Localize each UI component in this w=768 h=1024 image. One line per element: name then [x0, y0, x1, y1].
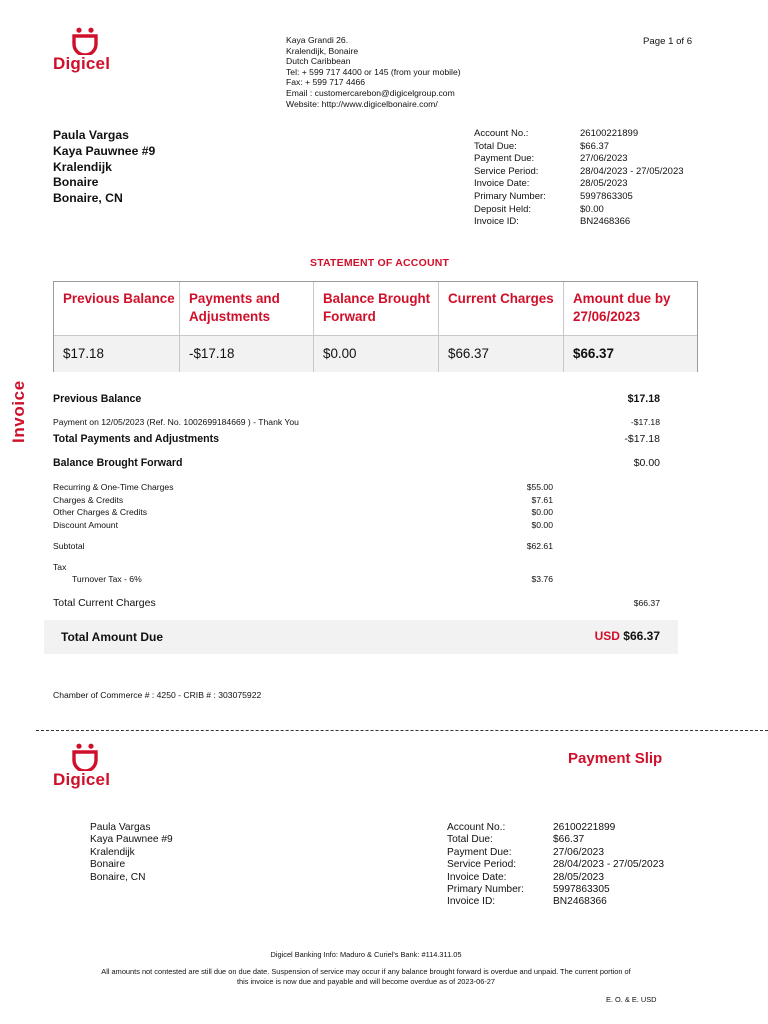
payment-value: -$17.18 — [630, 417, 660, 427]
customer-line: Kralendijk — [53, 159, 112, 174]
info-value: BN2468366 — [580, 216, 631, 228]
info-label: Invoice ID: — [474, 216, 519, 228]
slip-info-label: Invoice Date: — [447, 871, 507, 883]
charge-value: $0.00 — [531, 519, 553, 530]
info-label: Primary Number: — [474, 190, 546, 202]
brand-name: Digicel — [53, 54, 111, 73]
chamber-of-commerce: Chamber of Commerce # : 4250 - CRIB # : 303075922 — [53, 690, 262, 700]
slip-info-label: Total Due: — [447, 834, 493, 846]
notice-line-1: All amounts not contested are still due on due date. Suspension of service may occur if any balance brought forward is overdue and unpaid. The current portion of — [101, 967, 631, 976]
info-value: 28/04/2023 - 27/05/2023 — [580, 165, 684, 177]
slip-customer-line: Kaya Pauwnee #9 — [90, 834, 173, 846]
total-amount-due-bar — [44, 620, 678, 654]
slip-info-label: Primary Number: — [447, 884, 524, 896]
charges-values — [527, 481, 553, 531]
info-label: Invoice Date: — [474, 178, 530, 190]
statement-title: STATEMENT OF ACCOUNT — [310, 257, 450, 269]
previous-balance-label: Previous Balance — [53, 393, 142, 405]
banking-info: Digicel Banking Info: Maduro & Curiel's Bank: #114.311.05 — [270, 950, 462, 959]
summary-header-row — [54, 282, 697, 335]
invoice-side-label: Invoice — [9, 380, 28, 443]
total-payments-label: Total Payments and Adjustments — [53, 433, 219, 445]
summary-header-previous-balance: Previous Balance — [54, 282, 180, 335]
info-value: 26100221899 — [580, 128, 639, 139]
tax-label: Tax — [53, 562, 67, 572]
previous-balance-value: $17.18 — [627, 393, 660, 405]
address-line: Fax: + 599 717 4466 — [286, 77, 366, 88]
charge-label: Other Charges & Credits — [53, 507, 148, 517]
summary-table — [53, 281, 698, 372]
payment-slip-title: Payment Slip — [568, 750, 663, 767]
subtotal-value: $62.61 — [526, 541, 553, 551]
slip-info-label: Account No.: — [447, 822, 506, 833]
total-payments-value: -$17.18 — [624, 433, 660, 445]
slip-info-label: Invoice ID: — [447, 896, 496, 908]
slip-customer-line: Paula Vargas — [90, 822, 151, 833]
customer-line: Bonaire — [53, 175, 99, 190]
charges-labels — [53, 481, 174, 531]
info-value: 27/06/2023 — [580, 153, 628, 165]
info-label: Total Due: — [474, 140, 517, 152]
slip-info-value: 26100221899 — [553, 822, 616, 833]
info-value: $66.37 — [580, 140, 610, 152]
account-info — [474, 128, 710, 229]
subtotal-label: Subtotal — [53, 541, 85, 551]
total-current-charges-value: $66.37 — [633, 598, 660, 608]
info-label: Payment Due: — [474, 153, 535, 165]
summary-value-amount-due: $66.37 — [573, 346, 614, 361]
slip-customer-line: Kralendijk — [90, 846, 135, 858]
total-current-charges-label: Total Current Charges — [53, 597, 156, 609]
charge-value: $7.61 — [531, 494, 553, 505]
summary-value-payments: -$17.18 — [180, 336, 314, 372]
brand-name: Digicel — [53, 770, 111, 789]
charge-value: $55.00 — [526, 482, 553, 492]
summary-header-balance-forward: Balance Brought Forward — [314, 282, 439, 335]
summary-header-amount-due: Amount due by 27/06/2023 — [573, 291, 671, 324]
customer-line: Kaya Pauwnee #9 — [53, 143, 156, 158]
balance-forward-label: Balance Brought Forward — [53, 457, 183, 469]
digicel-logo — [53, 27, 123, 87]
summary-value-previous-balance: $17.18 — [54, 336, 180, 372]
slip-info-value: $66.37 — [553, 834, 585, 846]
address-line: Kaya Grandi 26. — [286, 35, 349, 45]
page-number: Page 1 of 6 — [643, 36, 693, 47]
slip-customer-line: Bonaire, CN — [90, 871, 146, 883]
info-label: Deposit Held: — [474, 203, 532, 215]
summary-header-current-charges: Current Charges — [439, 282, 564, 335]
digicel-logo-slip — [53, 743, 123, 803]
turnover-tax-value: $3.76 — [531, 574, 553, 584]
slip-info-value: BN2468366 — [553, 896, 607, 908]
company-address — [286, 35, 461, 109]
currency-code: USD — [594, 629, 620, 643]
summary-header-payments: Payments and Adjustments — [180, 282, 314, 335]
slip-customer-line: Bonaire — [90, 859, 126, 871]
eoe-note: E. O. & E. USD — [606, 995, 657, 1004]
address-line: Dutch Caribbean — [286, 56, 351, 67]
charge-label: Discount Amount — [53, 519, 118, 530]
total-amount-due-label: Total Amount Due — [61, 630, 163, 644]
slip-info-label: Payment Due: — [447, 846, 512, 858]
total-amount-due-value: $66.37 — [623, 629, 660, 643]
customer-line: Bonaire, CN — [53, 191, 123, 206]
address-line: Website: http://www.digicelbonaire.com/ — [286, 98, 438, 109]
slip-info-value: 28/05/2023 — [553, 871, 604, 883]
info-label: Account No.: — [474, 128, 529, 139]
info-value: 28/05/2023 — [580, 178, 628, 190]
charge-value: $0.00 — [531, 507, 553, 517]
payment-line: Payment on 12/05/2023 (Ref. No. 1002699184669 ) - Thank You — [53, 417, 299, 427]
slip-customer-address — [90, 822, 173, 884]
customer-line: Paula Vargas — [53, 128, 129, 142]
tear-off-line — [36, 730, 768, 731]
slip-info-value: 5997863305 — [553, 884, 610, 896]
digicel-face-icon — [69, 27, 101, 55]
summary-value-current-charges: $66.37 — [439, 336, 564, 372]
summary-value-balance-forward: $0.00 — [314, 336, 439, 372]
address-line: Email : customercarebon@digicelgroup.com — [286, 87, 455, 98]
customer-address — [53, 128, 155, 207]
slip-account-info — [447, 822, 683, 909]
summary-value-row — [54, 335, 697, 372]
address-line: Tel: + 599 717 4400 or 145 (from your mobile) — [286, 66, 461, 77]
slip-info-label: Service Period: — [447, 859, 517, 871]
turnover-tax-label: Turnover Tax - 6% — [72, 574, 142, 584]
charge-label: Charges & Credits — [53, 494, 124, 505]
balance-forward-value: $0.00 — [633, 457, 660, 469]
info-value: 5997863305 — [580, 190, 633, 202]
slip-info-value: 27/06/2023 — [553, 846, 604, 858]
slip-info-value: 28/04/2023 - 27/05/2023 — [553, 859, 665, 871]
total-amount-due-amount — [595, 629, 660, 643]
info-label: Service Period: — [474, 165, 539, 177]
charge-label: Recurring & One-Time Charges — [53, 482, 174, 492]
notice-line-2: this invoice is now due and payable and will become overdue as of 2023-06-27 — [236, 977, 495, 986]
address-line: Kralendijk, Bonaire — [286, 45, 359, 56]
info-value: $0.00 — [580, 203, 604, 215]
digicel-face-icon — [69, 743, 101, 771]
